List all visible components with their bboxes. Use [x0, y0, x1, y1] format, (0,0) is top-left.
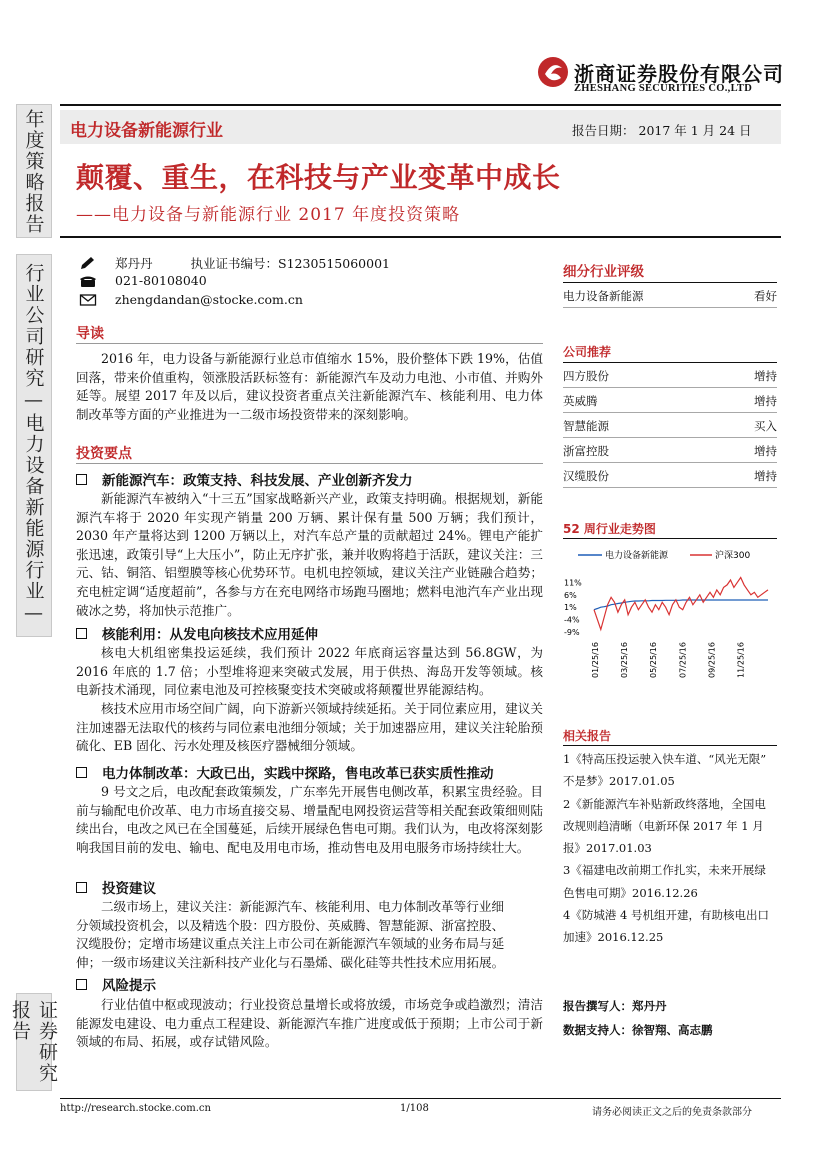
- stock-name: 四方股份: [563, 369, 609, 383]
- report-date-value: 2017 年 1 月 24 日: [638, 123, 752, 138]
- intro-heading: 导读: [76, 326, 104, 342]
- report-date-label: 报告日期：: [572, 123, 635, 138]
- checkbox-icon: [76, 474, 87, 485]
- side-label-report-type: 年度策略报告: [16, 104, 52, 238]
- x-tick-label: 11/25/16: [736, 642, 746, 678]
- stock-name: 智慧能源: [563, 419, 609, 433]
- point-title: 电力体制改革：大政已出，实践中探路，售电改革已获实质性推动: [102, 766, 494, 782]
- key-points-rule: [76, 463, 543, 464]
- point-ev-text: 新能源汽车被纳入“十三五”国家战略新兴产业，政策支持明确。根据规划，新能源汽车将于 2020 年实现产销量 200 万辆、累计保有量 500 万辆；我们预计，2030 年产量将达到 1200 万辆以上，对汽车总产量的贡献超过 24%。锂电产能扩张迅速，政策引导“上大压小”，防止无序扩张，兼并收购将趋于活跃，建议关注：三元、钴、铜箔、铝塑膜等核心优势环节。电机电控领域，建议关注产业链融合趋势；充电桩定调“适度超前”，各参与方在充电网络市场跑马圈地；燃料电池汽车产业出现破冰之势，将加快示范推广。: [76, 491, 543, 618]
- point-nuclear-title: [76, 623, 318, 643]
- stock-row: [563, 415, 777, 438]
- stock-rating: 增持: [754, 369, 777, 383]
- point-title: 风险提示: [102, 978, 156, 994]
- rating-rule: [563, 282, 777, 283]
- side-label-research: 证券研究报告: [16, 993, 52, 1091]
- y-tick-label: 6%: [564, 590, 577, 600]
- email-address[interactable]: zhengdandan@stocke.com.cn: [115, 292, 303, 307]
- x-tick-label: 05/25/16: [649, 642, 659, 678]
- company-name-en: ZHESHANG SECURITIES CO.,LTD: [574, 83, 753, 94]
- point-reform-text: 9 号文之后，电改配套政策频发，广东率先开展售电侧改革，积累宝贵经验。目前与输配电价改革、电力市场直接交易、增量配电网投资运营等相关配套政策细则陆续出台，电改之风已在全国蔓延，后续开展绿色售电可期。我们认为，电改将深刻影响我国目前的发电、输电、配电及用电市场，推动售电及用电服务市场持续壮大。: [76, 784, 543, 855]
- checkbox-icon: [76, 767, 87, 778]
- pen-icon: [79, 256, 97, 270]
- x-tick-label: 09/25/16: [707, 642, 717, 678]
- point-advice-title: [76, 877, 156, 897]
- related-line[interactable]: 2《新能源汽车补贴新政终落地，全国电: [563, 796, 766, 811]
- point-title: 核能利用：从发电向核技术应用延伸: [102, 627, 318, 643]
- point-advice-text: [76, 898, 551, 972]
- rating-heading: 细分行业评级: [563, 264, 644, 280]
- checkbox-icon: [76, 882, 87, 893]
- analyst-name: 郑丹丹: [115, 256, 153, 271]
- related-list: [563, 748, 777, 949]
- y-tick-label: 1%: [564, 603, 577, 613]
- related-line[interactable]: 报》2017.01.03: [563, 841, 652, 856]
- stock-name: 英威腾: [563, 394, 598, 408]
- related-line[interactable]: 1《特高压投运驶入快车道、“风光无限”: [563, 752, 767, 766]
- related-rule: [563, 745, 777, 746]
- analyst-row: [79, 254, 390, 272]
- point-reform-title: [76, 762, 494, 782]
- stock-name: 汉缆股份: [563, 469, 609, 483]
- footer-url[interactable]: http://research.stocke.com.cn: [60, 1103, 211, 1114]
- industry-trend-chart: [560, 540, 780, 685]
- related-line[interactable]: 加速》2016.12.25: [563, 930, 664, 945]
- related-line[interactable]: 改规则趋清晰（电新环保 2017 年 1 月: [563, 818, 764, 833]
- x-tick-label: 03/25/16: [620, 642, 630, 678]
- stock-row: [563, 390, 777, 413]
- rating-sector: 电力设备新能源: [563, 289, 644, 303]
- related-line[interactable]: 色售电可期》2016.12.26: [563, 885, 698, 900]
- stock-row: [563, 440, 777, 463]
- writer-label: 报告撰写人：: [563, 999, 632, 1013]
- page-number: 1/108: [400, 1103, 429, 1114]
- support-names: 徐智翔、高志鹏: [632, 1023, 713, 1037]
- advice-line: 汉缆股份；定增市场建议重点关注上市公司在新能源汽车领域的业务布局与延: [76, 936, 505, 952]
- stock-rating: 增持: [754, 469, 777, 483]
- stock-rating: 增持: [754, 444, 777, 458]
- chart-title: 52 周行业走势图: [563, 522, 656, 536]
- email-row: [79, 292, 303, 307]
- phone-icon: [79, 274, 97, 288]
- y-tick-label: -4%: [564, 615, 580, 625]
- rating-row: [563, 285, 777, 308]
- mail-icon: [79, 293, 97, 307]
- x-tick-label: 01/25/16: [591, 642, 600, 678]
- writer-name: 郑丹丹: [632, 999, 667, 1013]
- related-line[interactable]: 3《福建电改前期工作扎实，未来开展绿: [563, 863, 766, 878]
- side-label-category: 行业公司研究—电力设备新能源行业—: [16, 254, 52, 637]
- point-risk-title: [76, 974, 156, 994]
- point-nuclear-text-2: 核技术应用市场空间广阔，向下游新兴领域持续延拓。关于同位素应用，建议关注加速器无法取代的核药与同位素电池细分领域；关于加速器应用，建议关注轮胎预硫化、EB 固化、污水处理及核医疗器械细分领域。: [76, 701, 543, 754]
- legend-sector-label: 电力设备新能源: [605, 551, 669, 561]
- header-rule: [60, 104, 781, 106]
- point-ev-title: [76, 469, 413, 489]
- related-line[interactable]: 不是梦》2017.01.05: [563, 774, 675, 789]
- point-risk-text: 行业估值中枢或现波动；行业投资总量增长或将放缓，市场竞争或趋激烈；清洁能源发电建设、电力重点工程建设、新能源汽车推广进度或低于预期；上市公司于新领域的布局、拓展，或存试错风险。: [76, 997, 543, 1050]
- point-nuclear-text-1: 核电大机组密集投运延续，我们预计 2022 年底商运容量达到 56.8GW，为 2016 年底的 1.7 倍；小型堆将迎来突破式发展，用于供热、海岛开发等领域。核电新技术涌现，同位素电池及可控核聚变技术突破或将颠覆世界能源结构。: [76, 645, 543, 698]
- intro-rule: [76, 343, 543, 344]
- stock-rating: 买入: [754, 419, 777, 433]
- stock-name: 浙富控股: [563, 444, 609, 458]
- advice-line: 二级市场上，建议关注：新能源汽车、核能利用、电力体制改革等行业细: [101, 899, 504, 914]
- stock-row: [563, 465, 777, 488]
- writer-credit: [563, 998, 667, 1014]
- stocks-rule: [563, 362, 777, 363]
- y-tick-label: 11%: [564, 578, 582, 588]
- point-title: 新能源汽车：政策支持、科技发展、产业创新齐发力: [102, 473, 413, 489]
- point-title: 投资建议: [102, 881, 156, 897]
- support-label: 数据支持人：: [563, 1023, 632, 1037]
- rating-value: 看好: [754, 289, 777, 303]
- x-tick-label: 07/25/16: [678, 642, 688, 678]
- intro-text: 2016 年，电力设备与新能源行业总市值缩水 15%，股价整体下跌 19%，估值回落，带来价值重构，领涨股活跃标签有：新能源汽车及动力电池、小市值、并购外延等。展望 2017 年及以后，建议投资者重点关注新能源汽车、核能利用、电力体制改革等方面的产业推进为一二级市场投资带来的深刻影响。: [76, 351, 543, 422]
- report-date: [572, 121, 752, 139]
- y-tick-label: -9%: [564, 628, 580, 637]
- checkbox-icon: [76, 628, 87, 639]
- stock-rating: 增持: [754, 394, 777, 408]
- advice-line: 分领域投资机会，以及精选个股：四方股份、英威腾、智慧能源、浙富控股、: [76, 917, 505, 933]
- company-name-cn: 浙商证券股份有限公司: [574, 62, 784, 86]
- title-rule: [60, 236, 781, 238]
- footer-rule: [60, 1098, 781, 1099]
- phone-number: 021-80108040: [115, 273, 207, 288]
- advice-line: 伸；一级市场建议关注新科技产业化与石墨烯、碳化硅等共性技术应用拓展。: [76, 954, 505, 970]
- cert-number: S1230515060001: [278, 255, 390, 271]
- support-credit: [563, 1022, 713, 1038]
- sector-name: 电力设备新能源行业: [70, 121, 223, 141]
- related-heading: 相关报告: [563, 729, 612, 743]
- footer-disclaimer: 请务必阅读正文之后的免责条款部分: [592, 1107, 752, 1118]
- cert-label: 执业证书编号：: [190, 256, 279, 271]
- company-logo-icon: [537, 56, 569, 88]
- phone-row: [79, 273, 207, 288]
- checkbox-icon: [76, 979, 87, 990]
- stocks-heading: 公司推荐: [563, 345, 612, 359]
- page-subtitle: ——电力设备与新能源行业 2017 年度投资策略: [76, 205, 461, 225]
- page-title: 颠覆、重生，在科技与产业变革中成长: [76, 161, 561, 194]
- key-points-heading: 投资要点: [76, 446, 132, 462]
- related-line[interactable]: 4《防城港 4 号机组开建，有助核电出口: [563, 908, 769, 923]
- chart-rule: [563, 538, 777, 539]
- legend-index-label: 沪深300: [715, 551, 751, 561]
- stock-row: [563, 365, 777, 388]
